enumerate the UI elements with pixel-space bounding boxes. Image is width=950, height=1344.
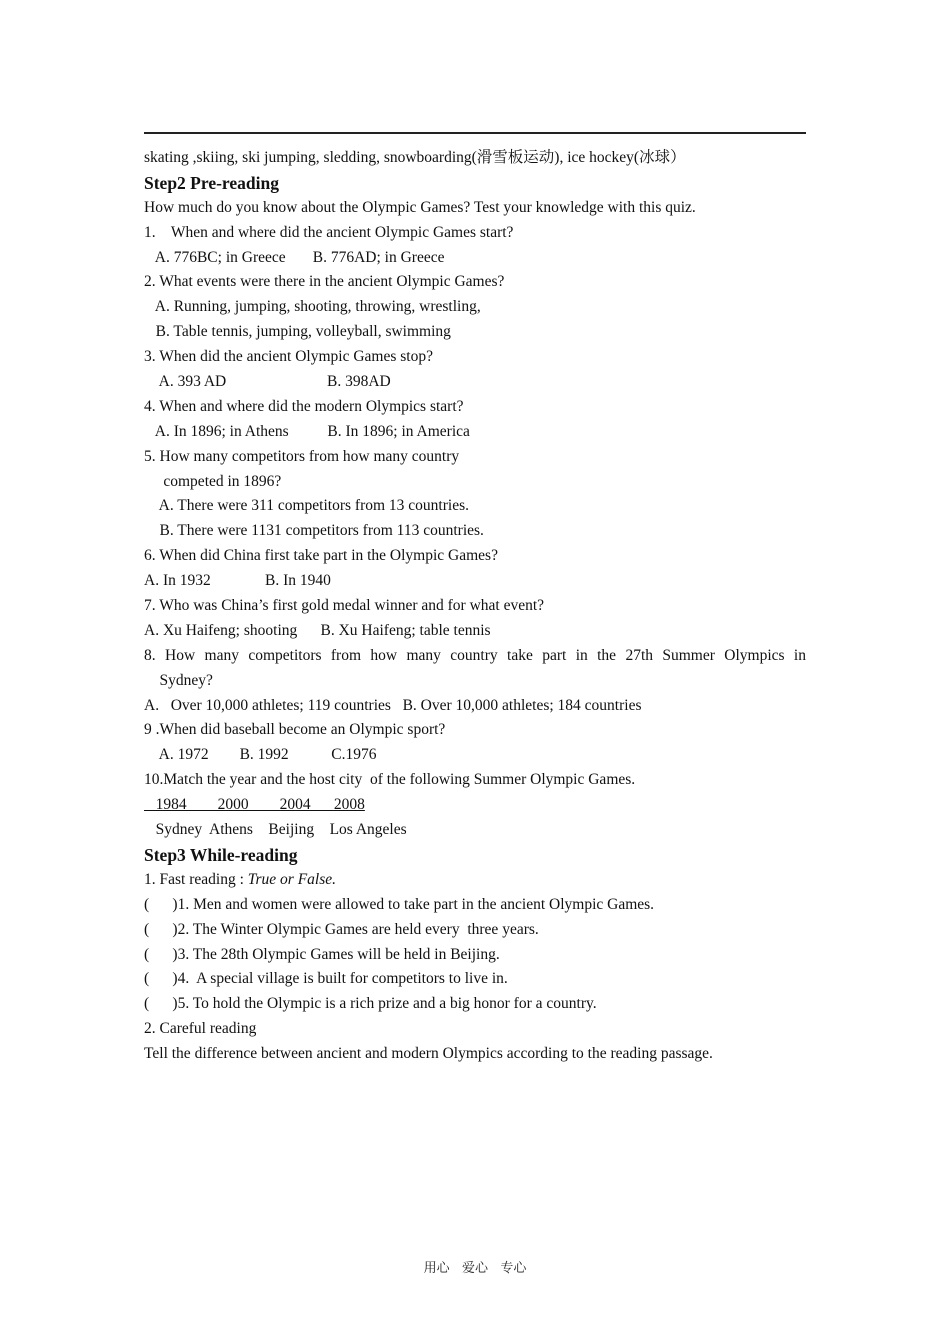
true-false-item-1: ( )1. Men and women were allowed to take part in the ancient Olympic Games. xyxy=(144,895,655,913)
question-6-options: A. In 1932 B. In 1940 xyxy=(144,572,331,590)
question-7: 7. Who was China’s first gold medal winner and for what event? xyxy=(144,597,545,615)
question-2-option-b: B. Table tennis, jumping, volleyball, swimming xyxy=(144,323,451,341)
question-6: 6. When did China first take part in the Olympic Games? xyxy=(144,547,498,565)
fast-reading-mode: True or False. xyxy=(247,870,337,888)
question-8-line-1: 8. How many competitors from how many country take part in the 27th Summer Olympics in xyxy=(144,646,806,664)
question-9-options: A. 1972 B. 1992 C.1976 xyxy=(144,746,377,764)
worksheet-body xyxy=(144,146,806,1067)
question-4-options: A. In 1896; in Athens B. In 1896; in America xyxy=(144,422,470,440)
step3-heading: Step3 While-reading xyxy=(144,844,298,865)
question-1-options: A. 776BC; in Greece B. 776AD; in Greece xyxy=(144,248,445,266)
quiz-instruction: How much do you know about the Olympic Games? Test your knowledge with this quiz. xyxy=(144,198,696,216)
question-10-cities: Sydney Athens Beijing Los Angeles xyxy=(144,821,407,839)
question-3: 3. When did the ancient Olympic Games stop? xyxy=(144,348,433,366)
question-3-options: A. 393 AD B. 398AD xyxy=(144,373,391,391)
fast-reading-label: 1. Fast reading : xyxy=(144,870,248,888)
question-7-options: A. Xu Haifeng; shooting B. Xu Haifeng; table tennis xyxy=(144,621,491,639)
question-8-line-2: Sydney? xyxy=(144,671,213,689)
question-5-option-a: A. There were 311 competitors from 13 countries. xyxy=(144,497,469,515)
true-false-item-5: ( )5. To hold the Olympic is a rich prize and a big honor for a country. xyxy=(144,995,597,1013)
question-4: 4. When and where did the modern Olympics start? xyxy=(144,397,464,415)
true-false-item-4: ( )4. A special village is built for competitors to live in. xyxy=(144,970,508,988)
question-9: 9 .When did baseball become an Olympic sport? xyxy=(144,721,446,739)
step2-heading: Step2 Pre-reading xyxy=(144,172,279,193)
page-footer: 用心 爱心 专心 xyxy=(423,1261,527,1276)
careful-reading-label: 2. Careful reading xyxy=(144,1020,257,1038)
winter-sports-line: skating ,skiing, ski jumping, sledding, snowboarding(滑雪板运动), ice hockey(冰球） xyxy=(144,149,686,166)
question-10-years-row xyxy=(144,793,806,818)
question-2-option-a: A. Running, jumping, shooting, throwing, wrestling, xyxy=(144,298,481,316)
question-5-option-b: B. There were 1131 competitors from 113 countries. xyxy=(144,522,484,540)
question-5-line-1: 5. How many competitors from how many country xyxy=(144,447,460,465)
question-10: 10.Match the year and the host city of the following Summer Olympic Games. xyxy=(144,771,636,789)
careful-reading-instruction: Tell the difference between ancient and modern Olympics according to the reading passage. xyxy=(144,1045,713,1063)
true-false-item-2: ( )2. The Winter Olympic Games are held every three years. xyxy=(144,920,539,938)
header-rule xyxy=(144,132,806,134)
question-10-years: 1984 2000 2004 2008 xyxy=(144,796,365,814)
question-8-options: A. Over 10,000 athletes; 119 countries B. Over 10,000 athletes; 184 countries xyxy=(144,696,642,714)
question-1: 1. When and where did the ancient Olympic Games start? xyxy=(144,223,514,241)
question-2: 2. What events were there in the ancient Olympic Games? xyxy=(144,273,505,291)
true-false-item-3: ( )3. The 28th Olympic Games will be held in Beijing. xyxy=(144,945,500,963)
fast-reading-line xyxy=(144,868,806,893)
question-5-line-2: competed in 1896? xyxy=(144,472,282,490)
